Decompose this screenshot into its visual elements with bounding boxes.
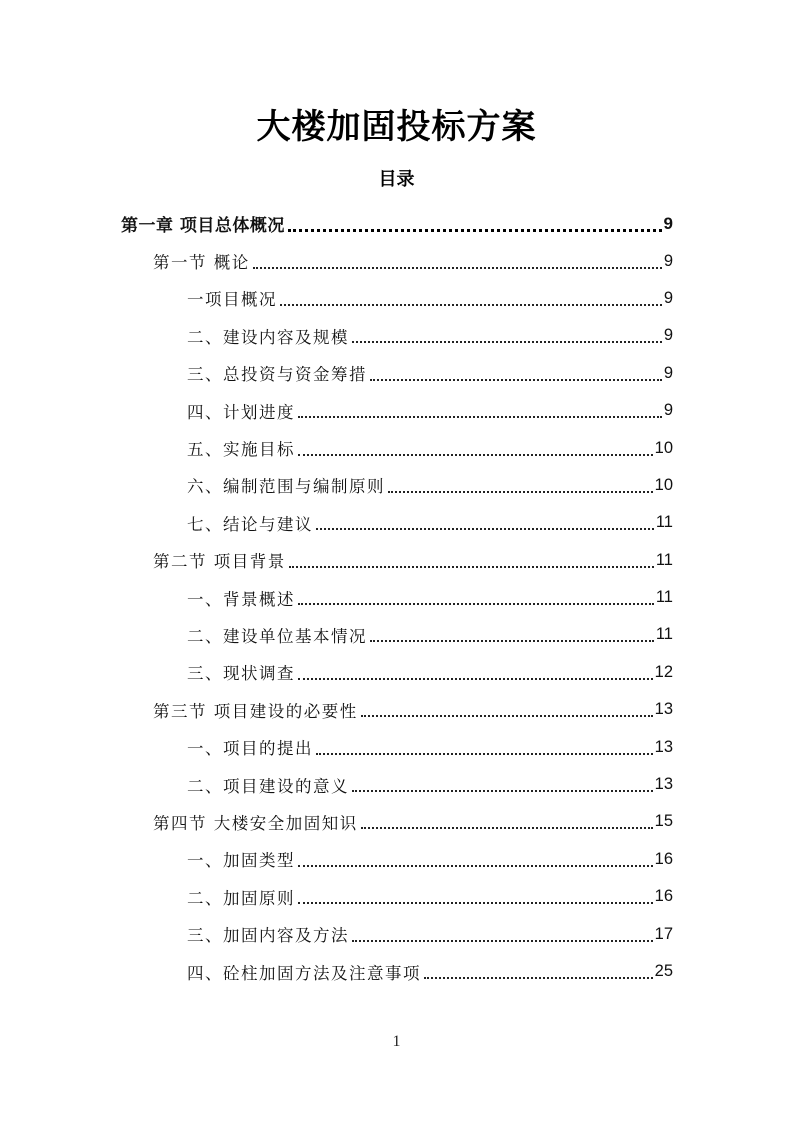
document-title: 大楼加固投标方案 (256, 107, 537, 147)
toc-heading: 目录 (378, 169, 415, 190)
toc-entry-page: 9 (663, 326, 673, 345)
dot-leader (298, 415, 662, 418)
toc-entry-page: 10 (654, 475, 673, 494)
toc-entry-label: 第三节 项目建设的必要性 (153, 698, 360, 722)
toc-entry-label: 第一章 项目总体概况 (121, 211, 287, 236)
toc-entry-page: 10 (654, 438, 673, 457)
dot-leader (370, 378, 662, 381)
toc-entry-label: 二、建设内容及规模 (187, 324, 351, 348)
toc-entry-item[interactable] (0, 579, 673, 616)
toc-entry-page: 9 (663, 363, 673, 382)
dot-leader (280, 303, 662, 306)
toc-entry-item[interactable] (0, 654, 673, 691)
toc-entry-label: 五、实施目标 (187, 436, 297, 460)
toc-entry-page: 16 (654, 849, 673, 868)
toc-entry-item[interactable] (0, 878, 673, 915)
dot-leader (370, 639, 654, 642)
toc-entry-page: 9 (663, 213, 673, 233)
toc-entry-label: 四、砼柱加固方法及注意事项 (187, 960, 423, 984)
toc-entry-item[interactable] (0, 392, 673, 429)
toc-entry-item[interactable] (0, 429, 673, 466)
toc-entry-item[interactable] (0, 766, 673, 803)
toc-entry-label: 三、现状调查 (187, 660, 297, 684)
page-number: 1 (392, 1033, 401, 1050)
toc-entry-page: 9 (663, 251, 673, 270)
toc-entry-label: 一项目概况 (187, 286, 279, 310)
dot-leader (298, 602, 654, 605)
dot-leader (298, 864, 653, 867)
toc-entry-item[interactable] (0, 728, 673, 765)
toc-entry-page: 9 (663, 288, 673, 307)
toc-entry-item[interactable] (0, 953, 673, 990)
dot-leader (298, 901, 653, 904)
dot-leader (388, 490, 653, 493)
toc-entry-page: 15 (654, 812, 673, 831)
dot-leader (298, 453, 653, 456)
toc-entry-label: 四、计划进度 (187, 399, 297, 423)
dot-leader (352, 340, 662, 343)
toc-entry-label: 第二节 项目背景 (153, 548, 288, 572)
dot-leader (316, 527, 654, 530)
toc-entry-item[interactable] (0, 280, 673, 317)
toc-entry-page: 13 (654, 700, 673, 719)
toc-entry-item[interactable] (0, 504, 673, 541)
toc-entry-label: 三、加固内容及方法 (187, 922, 351, 946)
toc-entry-page: 11 (655, 513, 673, 532)
dot-leader (424, 976, 653, 979)
toc-entry-label: 一、背景概述 (187, 586, 297, 610)
dot-leader (289, 565, 654, 568)
toc-entry-page: 12 (654, 662, 673, 681)
toc-entry-page: 13 (654, 775, 673, 794)
dot-leader (361, 714, 653, 717)
toc-entry-section[interactable] (0, 691, 673, 728)
dot-leader (361, 826, 653, 829)
toc-entry-label: 二、加固原则 (187, 885, 297, 909)
toc-entry-section[interactable] (0, 542, 673, 579)
toc-entry-label: 七、结论与建议 (187, 511, 315, 535)
dot-leader (352, 939, 653, 942)
toc-entry-label: 六、编制范围与编制原则 (187, 473, 387, 497)
toc-entry-page: 11 (655, 550, 673, 569)
table-of-contents (0, 205, 793, 990)
toc-entry-label: 第四节 大楼安全加固知识 (153, 810, 360, 834)
toc-entry-label: 二、建设单位基本情况 (187, 623, 369, 647)
toc-entry-page: 17 (654, 924, 673, 943)
toc-entry-page: 13 (654, 737, 673, 756)
toc-entry-item[interactable] (0, 355, 673, 392)
toc-entry-section[interactable] (0, 242, 673, 279)
dot-leader (298, 677, 653, 680)
toc-entry-item[interactable] (0, 467, 673, 504)
dot-leader (288, 228, 662, 232)
toc-entry-section[interactable] (0, 803, 673, 840)
toc-entry-label: 一、项目的提出 (187, 735, 315, 759)
toc-entry-page: 11 (655, 588, 673, 607)
toc-entry-item[interactable] (0, 915, 673, 952)
toc-entry-item[interactable] (0, 616, 673, 653)
dot-leader (316, 752, 653, 755)
dot-leader (253, 266, 662, 269)
toc-entry-label: 二、项目建设的意义 (187, 773, 351, 797)
toc-entry-page: 16 (654, 887, 673, 906)
toc-entry-item[interactable] (0, 317, 673, 354)
toc-entry-label: 一、加固类型 (187, 847, 297, 871)
toc-entry-page: 25 (654, 962, 673, 980)
toc-entry-label: 三、总投资与资金筹措 (187, 361, 369, 385)
toc-entry-chapter[interactable] (0, 205, 673, 242)
toc-entry-page: 9 (663, 401, 673, 420)
toc-entry-page: 11 (655, 625, 673, 644)
dot-leader (352, 789, 653, 792)
toc-entry-label: 第一节 概论 (153, 249, 252, 273)
toc-entry-item[interactable] (0, 841, 673, 878)
